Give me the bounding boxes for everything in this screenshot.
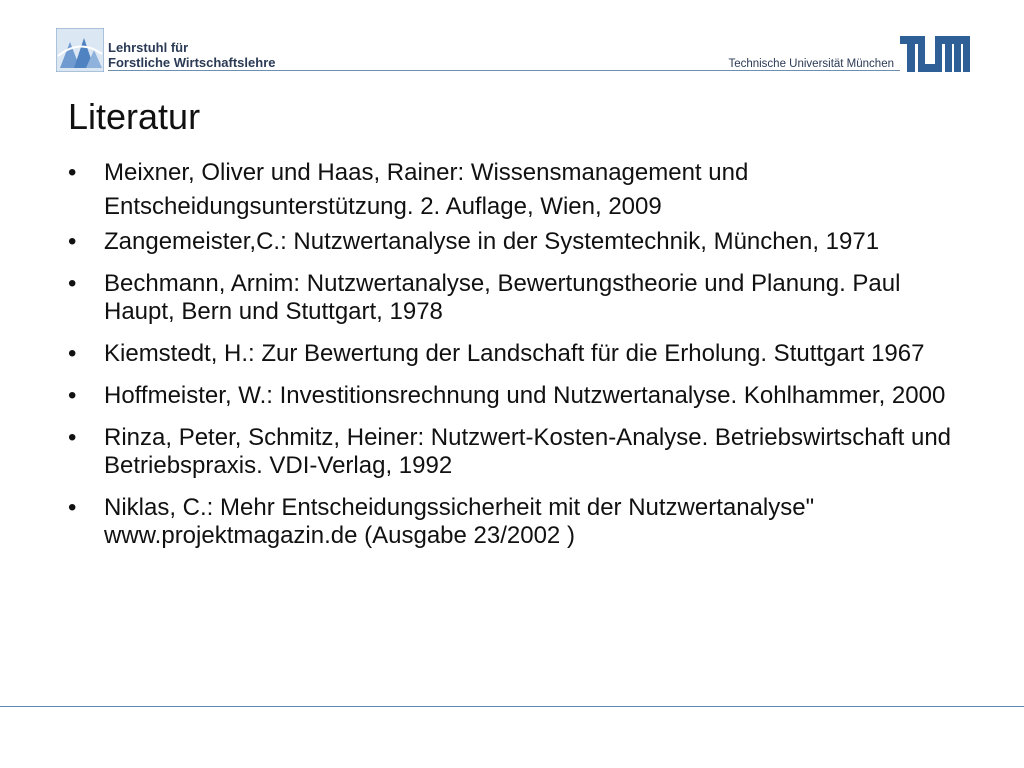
list-item	[68, 270, 968, 326]
bullet: •	[68, 270, 77, 297]
slide-header	[0, 0, 1024, 80]
bullet: •	[68, 382, 77, 409]
forestry-chair-logo-icon	[56, 28, 104, 72]
reference-text: Hoffmeister, W.: Investitionsrechnung und Nutzwertanalyse. Kohlhammer, 2000	[104, 382, 946, 409]
reference-text: Kiemstedt, H.: Zur Bewertung der Landschaft für die Erholung. Stuttgart 1967	[104, 340, 925, 367]
chair-name-line1: Lehrstuhl für	[108, 40, 189, 55]
header-divider	[108, 70, 900, 71]
bullet: •	[68, 340, 77, 367]
bullet: •	[68, 424, 77, 451]
slide-title: Literatur	[68, 96, 201, 137]
list-item	[68, 156, 968, 224]
bullet: •	[68, 228, 77, 255]
university-name: Technische Universität München	[728, 58, 894, 70]
reference-text: Meixner, Oliver und Haas, Rainer: Wissensmanagement und Entscheidungsunterstützung. 2. Auflage, Wien, 2009	[104, 159, 749, 220]
reference-list	[68, 156, 968, 564]
bullet: •	[68, 494, 77, 521]
list-item	[68, 382, 968, 410]
chair-name-line2: Forstliche Wirtschaftslehre	[108, 55, 276, 70]
bullet: •	[68, 159, 77, 186]
reference-text: Zangemeister,C.: Nutzwertanalyse in der Systemtechnik, München, 1971	[104, 228, 880, 255]
reference-text: Niklas, C.: Mehr Entscheidungssicherheit mit der Nutzwertanalyse" www.projektmagazin.de (Ausgabe 23/2002 )	[104, 494, 815, 549]
list-item	[68, 424, 968, 480]
list-item	[68, 494, 968, 550]
reference-text: Rinza, Peter, Schmitz, Heiner: Nutzwert-Kosten-Analyse. Betriebswirtschaft und Betriebspraxis. VDI-Verlag, 1992	[104, 424, 952, 479]
footer-divider	[0, 706, 1024, 707]
chair-name	[108, 40, 275, 70]
list-item	[68, 340, 968, 368]
reference-text: Bechmann, Arnim: Nutzwertanalyse, Bewertungstheorie und Planung. Paul Haupt, Bern und Stuttgart, 1978	[104, 270, 901, 325]
tum-logo-icon	[900, 36, 970, 72]
list-item	[68, 228, 968, 256]
